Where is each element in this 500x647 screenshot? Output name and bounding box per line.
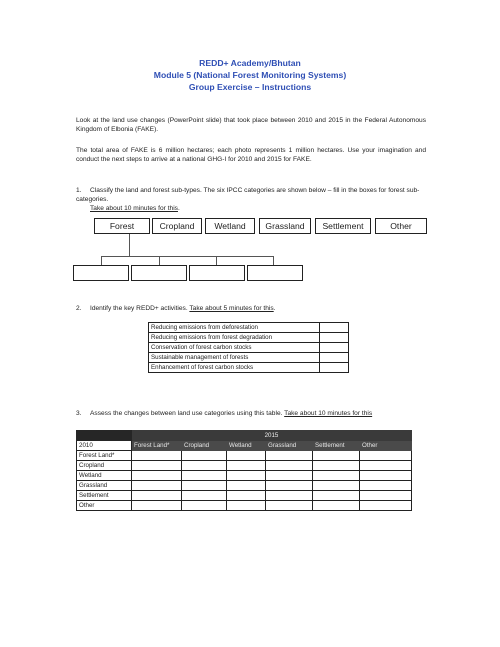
header-title: REDD+ Academy/Bhutan: [199, 58, 301, 68]
matrix-cell[interactable]: [313, 461, 360, 471]
matrix-cell[interactable]: [313, 501, 360, 511]
table-row: [77, 481, 412, 491]
table-row: [77, 441, 412, 451]
matrix-row-header: Cropland: [77, 461, 132, 471]
table-row: [77, 431, 412, 441]
category-cropland: Cropland: [152, 218, 202, 234]
matrix-cell[interactable]: [227, 491, 266, 501]
activity-label: Sustainable management of forests: [149, 353, 320, 363]
matrix-cell[interactable]: [132, 451, 182, 461]
intro-paragraph-1: Look at the land use changes (PowerPoint slide) that took place between 2010 and 2015 in the Federal Autonomous Kingdom of Elbonia (FAKE).: [76, 117, 426, 133]
matrix-row-header: Settlement: [77, 491, 132, 501]
matrix-cell[interactable]: [132, 481, 182, 491]
matrix-cell[interactable]: [227, 461, 266, 471]
matrix-cell[interactable]: [266, 451, 313, 461]
table-row: [149, 363, 349, 373]
connector-drop-2: [159, 256, 160, 265]
question-2: 2. Identify the key REDD+ activities. Take about 5 minutes for this.: [76, 305, 276, 312]
matrix-cell[interactable]: [313, 451, 360, 461]
matrix-cell[interactable]: [182, 501, 227, 511]
matrix-cell[interactable]: [227, 451, 266, 461]
matrix-year-2010: 2010: [77, 441, 132, 451]
matrix-cell[interactable]: [132, 501, 182, 511]
matrix-cell[interactable]: [132, 491, 182, 501]
header-exercise: Group Exercise – Instructions: [188, 82, 312, 92]
question-3-text: Assess the changes between land use categories using this table.: [90, 410, 283, 417]
question-2-time: Take about 5 minutes for this: [189, 305, 274, 312]
matrix-column-header: Other: [360, 441, 412, 451]
activity-label: Conservation of forest carbon stocks: [149, 343, 320, 353]
table-row: [77, 461, 412, 471]
matrix-cell[interactable]: [182, 471, 227, 481]
matrix-cell[interactable]: [227, 471, 266, 481]
forest-subcategory-box[interactable]: [131, 265, 187, 281]
table-row: [77, 471, 412, 481]
category-forest: Forest: [94, 218, 150, 234]
matrix-cell[interactable]: [360, 471, 412, 481]
connector-trunk: [129, 234, 130, 256]
table-row: [149, 333, 349, 343]
matrix-row-header: Grassland: [77, 481, 132, 491]
category-wetland: Wetland: [205, 218, 255, 234]
table-row: [77, 501, 412, 511]
table-row: [149, 323, 349, 333]
connector-bar: [101, 256, 274, 257]
connector-drop-1: [101, 256, 102, 265]
matrix-cell[interactable]: [313, 491, 360, 501]
question-3-number: 3.: [76, 410, 82, 417]
matrix-row-header: Wetland: [77, 471, 132, 481]
activity-answer-cell[interactable]: [320, 363, 349, 373]
activity-label: Reducing emissions from forest degradation: [149, 333, 320, 343]
intro-paragraph-2: The total area of FAKE is 6 million hectares; each photo represents 1 million hectares. Use your imagination and conduct the next steps to arrive at a national GHG-I for 2010 and 2015 for FAKE.: [76, 147, 426, 163]
matrix-cell[interactable]: [313, 481, 360, 491]
activity-answer-cell[interactable]: [320, 323, 349, 333]
matrix-cell[interactable]: [360, 461, 412, 471]
matrix-cell[interactable]: [227, 481, 266, 491]
activity-label: Reducing emissions from deforestation: [149, 323, 320, 333]
matrix-cell[interactable]: [266, 501, 313, 511]
forest-subcategory-box[interactable]: [189, 265, 245, 281]
forest-subcategory-box[interactable]: [247, 265, 303, 281]
activity-answer-cell[interactable]: [320, 353, 349, 363]
matrix-cell[interactable]: [182, 451, 227, 461]
land-use-change-matrix: [76, 430, 412, 511]
matrix-cell[interactable]: [266, 491, 313, 501]
matrix-cell[interactable]: [182, 491, 227, 501]
matrix-cell[interactable]: [313, 471, 360, 481]
question-1-text: Classify the land and forest sub-types. The six IPCC categories are shown below – fill in the boxes for forest sub-categories.: [76, 187, 420, 203]
table-row: [149, 343, 349, 353]
matrix-cell[interactable]: [182, 481, 227, 491]
question-3-time: Take about 10 minutes for this: [284, 410, 373, 417]
matrix-year-2015: 2015: [132, 431, 412, 441]
matrix-cell[interactable]: [266, 481, 313, 491]
matrix-row-header: Other: [77, 501, 132, 511]
matrix-column-header: Forest Land*: [132, 441, 182, 451]
matrix-cell[interactable]: [360, 481, 412, 491]
connector-drop-3: [216, 256, 217, 265]
matrix-cell[interactable]: [227, 501, 266, 511]
matrix-column-header: Settlement: [313, 441, 360, 451]
matrix-cell[interactable]: [182, 461, 227, 471]
table-row: [77, 451, 412, 461]
matrix-cell[interactable]: [360, 451, 412, 461]
matrix-cell[interactable]: [266, 461, 313, 471]
matrix-corner: [77, 431, 132, 441]
question-1: 1. Classify the land and forest sub-types. The six IPCC categories are shown below – fill in the boxes for forest sub-categories. Take about 10 minutes for this.: [76, 187, 420, 212]
activity-label: Enhancement of forest carbon stocks: [149, 363, 320, 373]
question-1-time: Take about 10 minutes for this: [90, 205, 178, 212]
matrix-cell[interactable]: [132, 471, 182, 481]
category-other: Other: [375, 218, 427, 234]
matrix-column-header: Grassland: [266, 441, 313, 451]
matrix-cell[interactable]: [360, 491, 412, 501]
header-subtitle: Module 5 (National Forest Monitoring Systems): [153, 70, 347, 80]
question-2-number: 2.: [76, 305, 82, 312]
matrix-column-header: Cropland: [182, 441, 227, 451]
question-2-text: Identify the key REDD+ activities.: [90, 305, 188, 312]
table-row: [77, 491, 412, 501]
question-3: [76, 409, 436, 418]
activity-answer-cell[interactable]: [320, 343, 349, 353]
matrix-cell[interactable]: [132, 461, 182, 471]
table-row: [149, 353, 349, 363]
question-1-number: 1.: [76, 187, 82, 194]
forest-subcategory-box[interactable]: [73, 265, 129, 281]
connector-drop-4: [273, 256, 274, 265]
category-grassland: Grassland: [259, 218, 311, 234]
matrix-cell[interactable]: [266, 471, 313, 481]
activity-answer-cell[interactable]: [320, 333, 349, 343]
redd-activities-table: [148, 322, 349, 373]
matrix-column-header: Wetland: [227, 441, 266, 451]
category-settlement: Settlement: [315, 218, 371, 234]
matrix-cell[interactable]: [360, 501, 412, 511]
matrix-row-header: Forest Land*: [77, 451, 132, 461]
